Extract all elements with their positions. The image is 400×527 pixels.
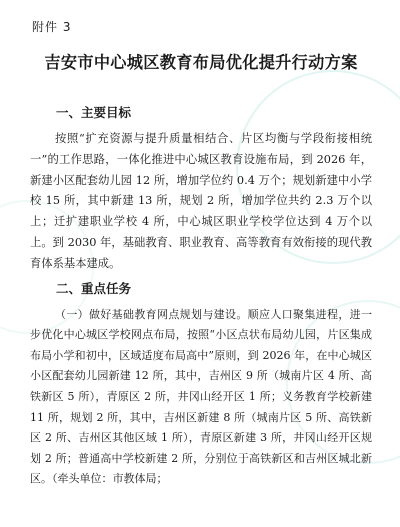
goals-paragraph: 按照“扩充资源与提升质量相结合、片区均衡与学段衔接相统一”的工作思路，一体化推进中心城区教育设施布局，到 2026 年，新建小区配套幼儿园 12 所，增加学位约 0.4 万个；规划新建中小学校 15 所，其中新建 13 所，规划 2 所，增加学位共约 2.3 万个以上；迁扩建职业学校 4 所，中心城区职业学校学位达到 4 万个以上。到 2030 年，基础教育、职业教育、高等教育有效衔接的现代教育体系基本建成。 bbox=[30, 132, 372, 270]
section-heading-goals: 一、主要目标 bbox=[56, 105, 132, 120]
document-title: 吉安市中心城区教育布局优化提升行动方案 bbox=[44, 53, 358, 72]
section-heading-tasks: 二、重点任务 bbox=[56, 280, 132, 296]
attachment-label: 附件 3 bbox=[32, 20, 72, 34]
task1-paragraph: （一）做好基础教育网点规划与建设。顺应人口聚集进程，进一步优化中心城区学校网点布局，按照“小区点状布局幼儿园，片区集成布局小学和初中，区域适度布局高中”原则，到 2026 年，在中心城区小区配套幼儿园新建 12 所，其中，吉州区 9 所（城南片区 4 所、高铁新区 5 所），青原区 2 所，井冈山经开区 1 所；义务教育学校新建 11 所，规划 2 所，其中，吉州区新建 8 所（城南片区 5 所、高铁新区 2 所、吉州区其他区域 1 所），青原区新建 3 所，井冈山经开区规划 2 所；普通高中学校新建 2 所，分别位于高铁新区和吉州区城北新区。（牵头单位：市教体局； bbox=[30, 307, 372, 486]
